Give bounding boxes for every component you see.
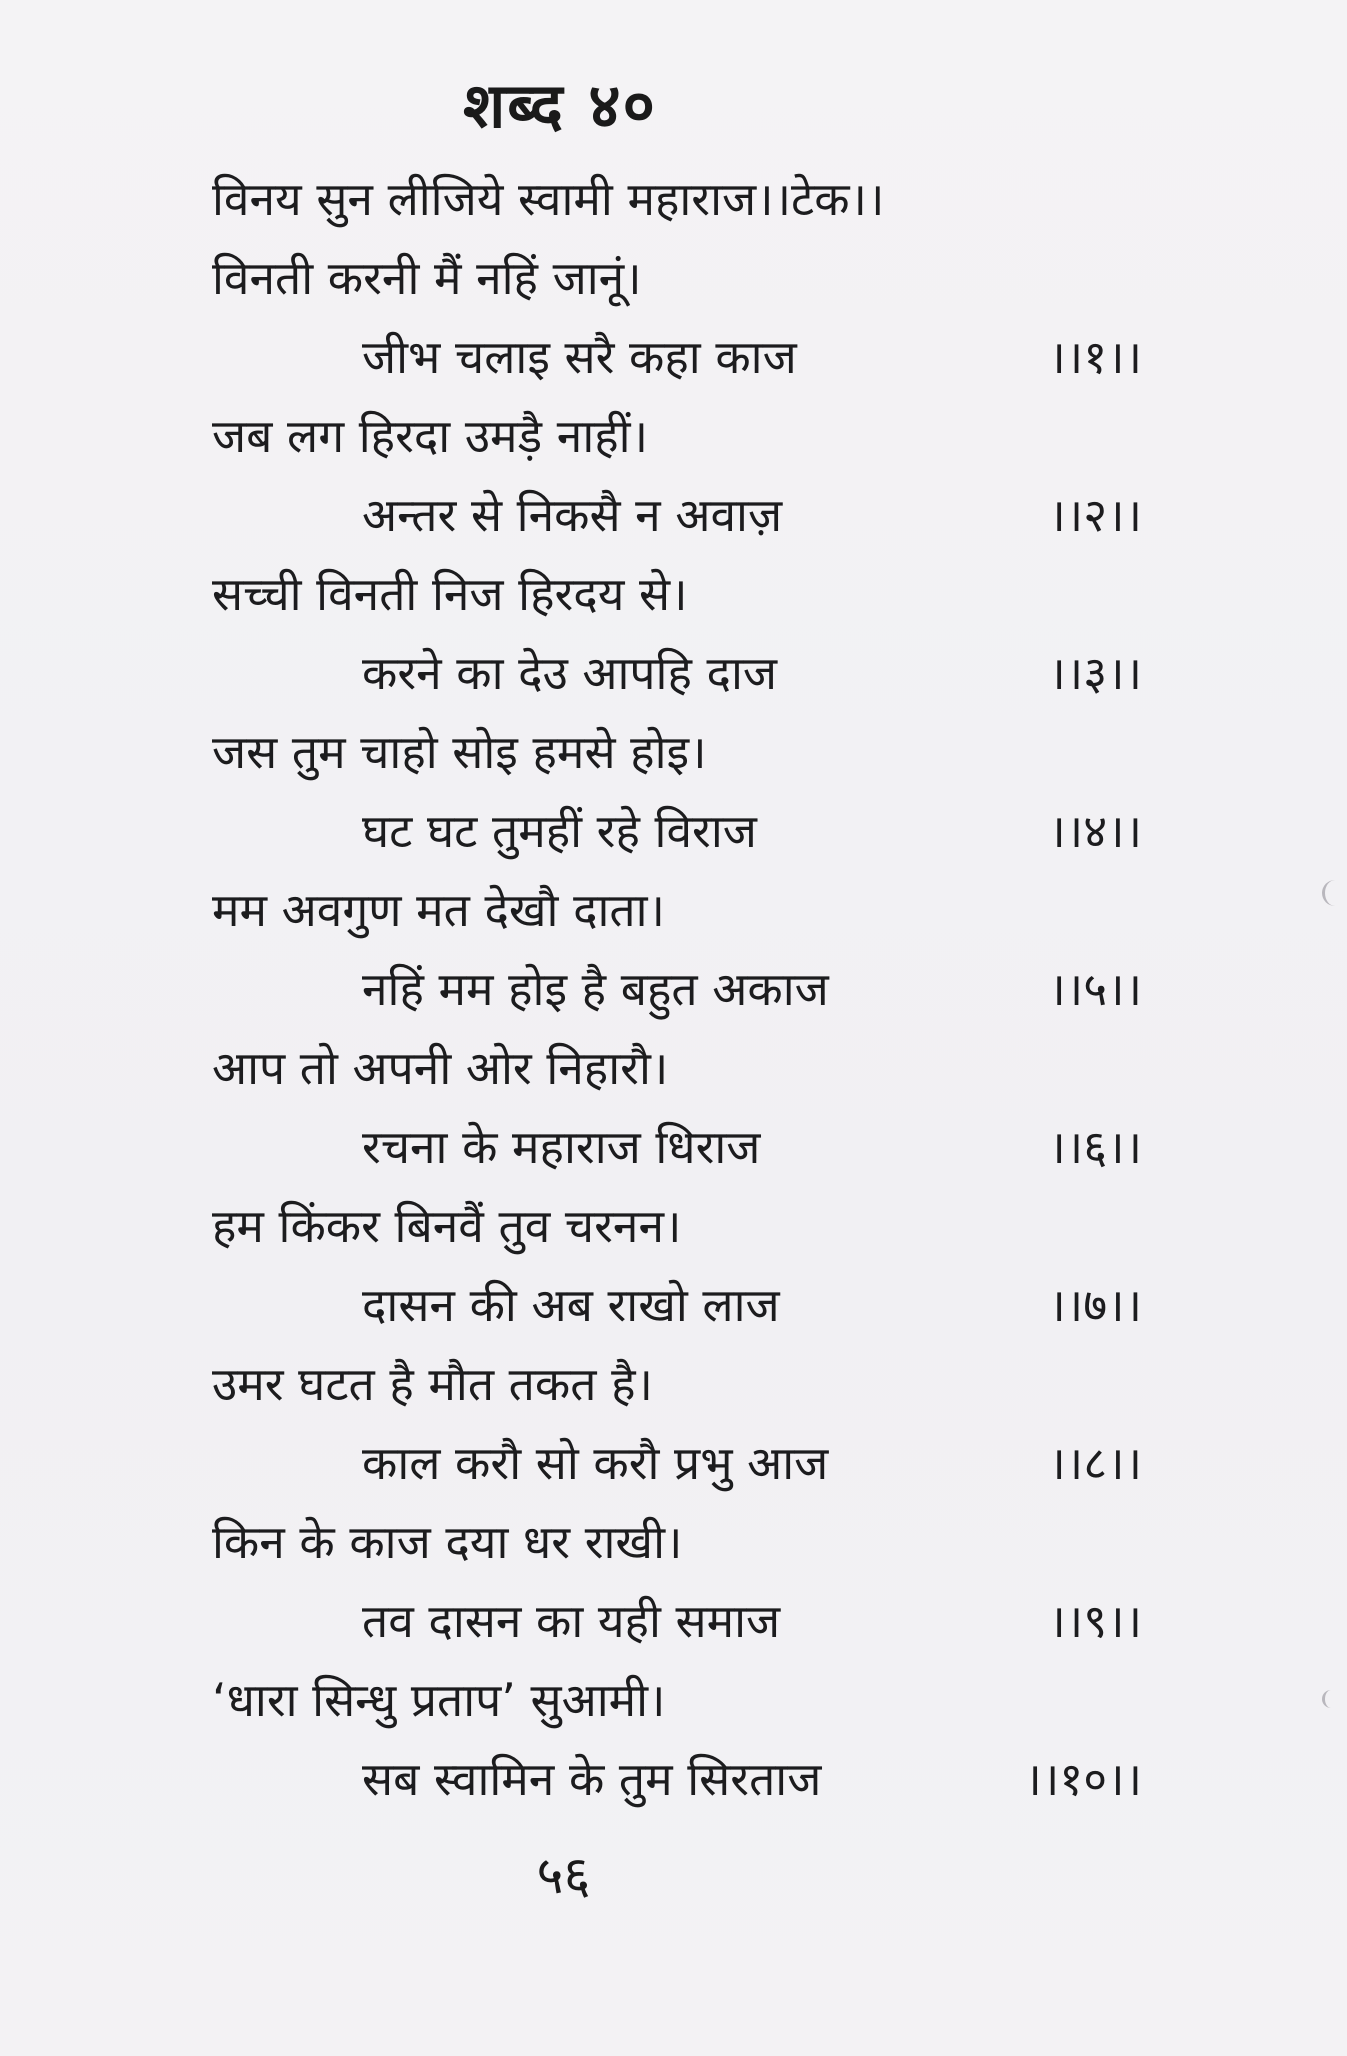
stanza-4-line-2 [212, 792, 1162, 871]
stanza-6-line-2 [212, 1108, 1162, 1187]
stanza-3-number: ।।३।। [1048, 646, 1142, 700]
stanza-7-line-1: हम किंकर बिनवैं तुव चरनन। [212, 1199, 682, 1253]
stanza-8-number: ।।८।। [1048, 1436, 1142, 1490]
stanza-4-number: ।।४।। [1048, 804, 1142, 858]
stanza-3-line-2 [212, 634, 1162, 713]
page-number: ५६ [536, 1846, 591, 1906]
stanza-7-line-2-text: दासन की अब राखो लाज [362, 1278, 780, 1332]
stanza-10-number: ।।१०।। [1024, 1752, 1142, 1806]
stanza-3-line-1: सच्ची विनती निज हिरदय से। [212, 567, 688, 621]
stanza-6-line-1: आप तो अपनी ओर निहारौ। [212, 1041, 669, 1095]
stanza-4-line-2-text: घट घट तुमहीं रहे विराज [362, 804, 757, 858]
stanza-5-line-2-text: नहिं मम होइ है बहुत अकाज [362, 962, 829, 1016]
stanza-5-line-1: मम अवगुण मत देखौ दाता। [212, 883, 665, 937]
stanza-1-line-2-text: जीभ चलाइ सरै कहा काज [362, 330, 797, 384]
stanza-6-number: ।।६।। [1048, 1120, 1142, 1174]
stanza-10-line-1: ‘धारा सिन्धु प्रताप’ सुआमी। [212, 1673, 666, 1727]
stanza-6-line-2-text: रचना के महाराज धिराज [362, 1120, 761, 1174]
refrain-text: विनय सुन लीजिये स्वामी महाराज।।टेक।। [212, 172, 885, 226]
stanza-8-line-2 [212, 1424, 1162, 1503]
stanza-2-line-1: जब लग हिरदा उमड़ै नाहीं। [212, 409, 649, 463]
stanza-4-line-1: जस तुम चाहो सोइ हमसे होइ। [212, 725, 707, 779]
stanza-8-line-1: उमर घटत है मौत तकत है। [212, 1357, 653, 1411]
refrain-line [212, 160, 1162, 239]
stanza-7-line-2 [212, 1266, 1162, 1345]
stanza-9-number: ।।९।। [1048, 1594, 1142, 1648]
stanza-3-line-2-text: करने का देउ आपहि दाज [362, 646, 777, 700]
stanza-1-number: ।।१।। [1048, 330, 1142, 384]
stanza-2-number: ।।२।। [1048, 488, 1142, 542]
stanza-10-line-2 [212, 1740, 1162, 1819]
stanza-7-number: ।।७।। [1048, 1278, 1142, 1332]
stanza-2-line-2 [212, 476, 1162, 555]
stanza-5-line-2 [212, 950, 1162, 1029]
stanza-2-line-2-text: अन्तर से निकसै न अवाज़ [362, 488, 783, 542]
paper-edge-mark [1322, 1690, 1347, 1708]
stanza-5-number: ।।५।। [1048, 962, 1142, 1016]
stanza-9-line-1: किन के काज दया धर राखी। [212, 1515, 683, 1569]
stanza-10-line-2-text: सब स्वामिन के तुम सिरताज [362, 1752, 822, 1806]
stanza-1-line-2 [212, 318, 1162, 397]
stanza-8-line-2-text: काल करौ सो करौ प्रभु आज [362, 1436, 829, 1490]
hymn-title: शब्द ४० [463, 69, 657, 142]
paper-edge-mark [1322, 880, 1347, 906]
hymn-verses [212, 160, 1162, 1819]
stanza-9-line-2 [212, 1582, 1162, 1661]
stanza-1-line-1: विनती करनी मैं नहिं जानूं। [212, 251, 642, 305]
stanza-9-line-2-text: तव दासन का यही समाज [362, 1594, 781, 1648]
